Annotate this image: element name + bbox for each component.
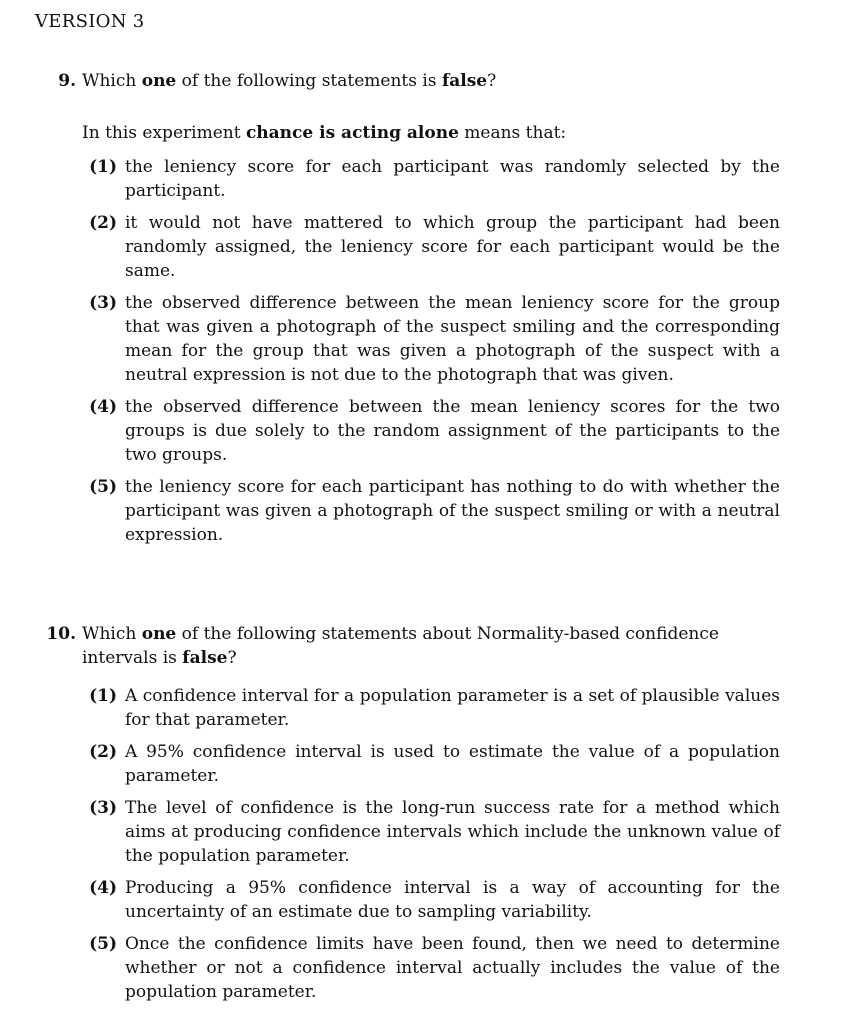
option-text: the observed difference between the mean leniency score for the group that was given a photograph of the suspect smiling and the corresponding mean for the group that was given a photograph of the suspect with a neutral expression is not due to the photograph that was given. <box>125 293 780 385</box>
option-text: the leniency score for each participant was randomly selected by the participant. <box>125 157 780 201</box>
answer-option <box>89 211 780 283</box>
intro-emphasis: chance is acting alone <box>245 123 459 143</box>
stem-emphasis-false: false <box>441 71 488 91</box>
stem-text: of the following statements is <box>176 71 442 91</box>
answer-option <box>89 684 780 732</box>
stem-text: Which <box>82 624 142 644</box>
option-number: (1) <box>89 686 117 706</box>
option-number: (5) <box>89 477 117 497</box>
intro-text: In this experiment <box>82 123 246 143</box>
option-number: (3) <box>89 293 117 313</box>
option-text: The level of confidence is the long-run success rate for a method which aims at producing confidence intervals which include the unknown value of the population parameter. <box>125 798 780 866</box>
question-9-options <box>0 155 868 547</box>
question-10 <box>0 622 868 1012</box>
answer-option <box>89 475 780 547</box>
stem-text: of the following statements about Normality-based confidence intervals is <box>82 624 719 668</box>
answer-option <box>89 740 780 788</box>
answer-option <box>89 876 780 924</box>
answer-option <box>89 796 780 868</box>
question-9-number: 9. <box>58 71 76 91</box>
option-text: it would not have mattered to which group the participant had been randomly assigned, the leniency score for each participant would be the same. <box>125 213 780 281</box>
option-text: the leniency score for each participant has nothing to do with whether the participant was given a photograph of the suspect smiling or with a neutral expression. <box>125 477 780 545</box>
option-number: (5) <box>89 934 117 954</box>
intro-text: means that: <box>458 123 567 143</box>
stem-emphasis-one: one <box>141 624 177 644</box>
answer-option <box>89 932 780 1004</box>
option-number: (2) <box>89 742 117 762</box>
stem-emphasis-one: one <box>141 71 177 91</box>
stem-text: Which <box>82 71 142 91</box>
question-10-options <box>0 684 868 1004</box>
option-text: A 95% confidence interval is used to estimate the value of a population parameter. <box>125 742 780 786</box>
option-number: (1) <box>89 157 117 177</box>
option-number: (4) <box>89 878 117 898</box>
option-number: (3) <box>89 798 117 818</box>
stem-text: ? <box>227 648 237 668</box>
stem-emphasis-false: false <box>182 648 228 668</box>
version-header: VERSION 3 <box>35 11 145 32</box>
option-text: the observed difference between the mean leniency scores for the two groups is due solely to the random assignment of the participants to the two groups. <box>125 397 780 465</box>
answer-option <box>89 155 780 203</box>
option-number: (4) <box>89 397 117 417</box>
question-9 <box>0 69 868 555</box>
option-number: (2) <box>89 213 117 233</box>
question-9-intro <box>0 121 868 145</box>
question-10-stem <box>0 622 868 670</box>
answer-option <box>89 291 780 387</box>
answer-option <box>89 395 780 467</box>
option-text: Producing a 95% confidence interval is a way of accounting for the uncertainty of an estimate due to sampling variability. <box>125 878 780 922</box>
question-10-number: 10. <box>46 624 76 644</box>
option-text: A confidence interval for a population parameter is a set of plausible values for that parameter. <box>125 686 780 730</box>
question-9-stem <box>0 69 868 93</box>
stem-text: ? <box>487 71 497 91</box>
option-text: Once the confidence limits have been found, then we need to determine whether or not a confidence interval actually includes the value of the population parameter. <box>125 934 780 1002</box>
